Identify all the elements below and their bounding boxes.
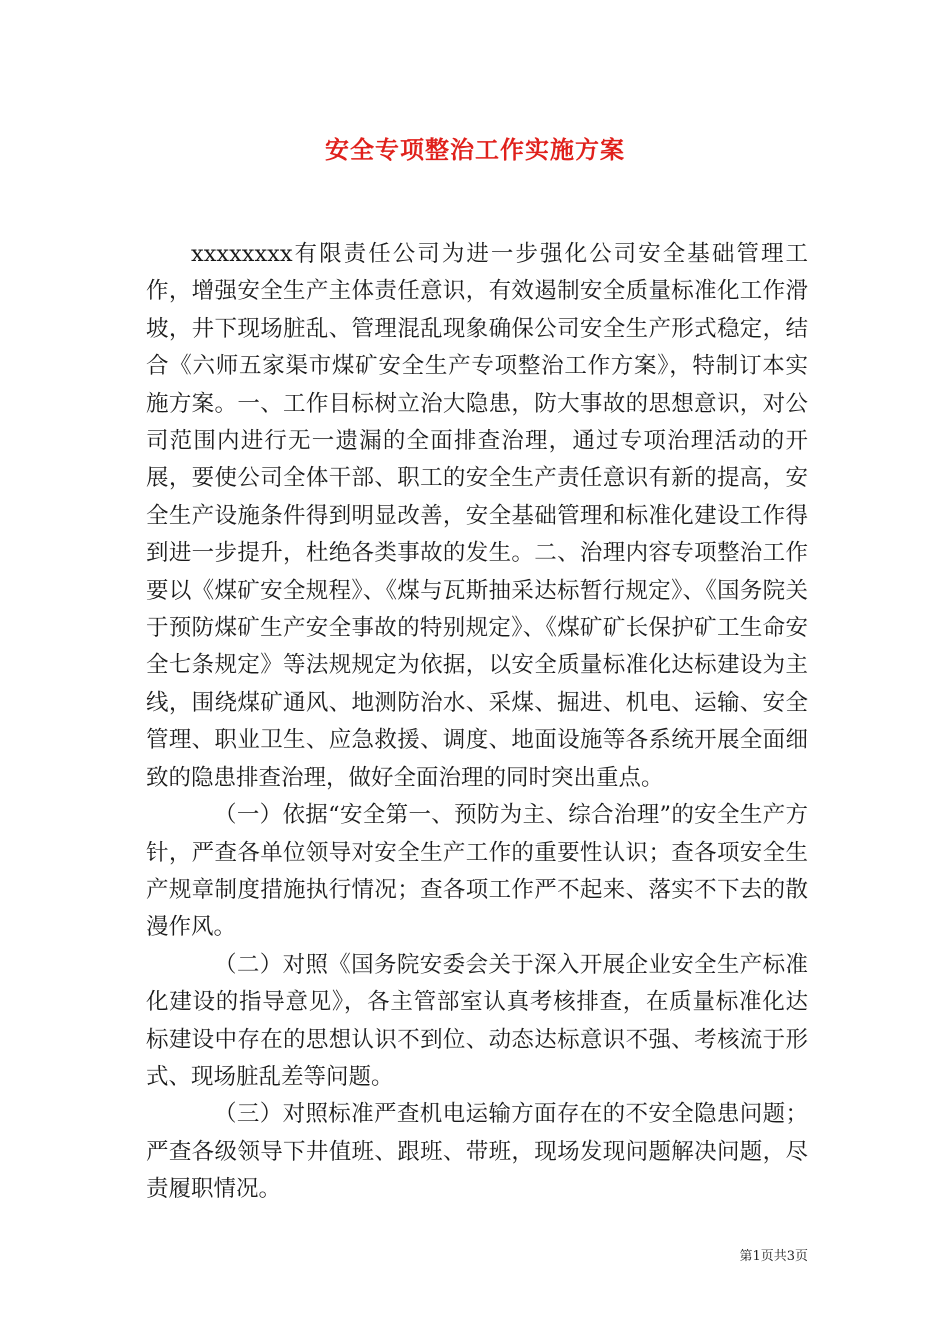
paragraph-item-2: （二）对照《国务院安委会关于深入开展企业安全生产标准化建设的指导意见》，各主管部室认真考核排查，在质量标准化达标建设中存在的思想认识不到位、动态达标意识不强、考核流于形式、现场脏乱差等问题。 (146, 951, 808, 1090)
document-title: 安全专项整治工作实施方案 (325, 135, 625, 164)
paragraph-item-3: （三）对照标准严查机电运输方面存在的不安全隐患问题；严查各级领导下井值班、跟班、带班，现场发现问题解决问题，尽责履职情况。 (146, 1101, 808, 1203)
document-body (146, 236, 808, 1209)
paragraph-intro: xxxxxxxx有限责任公司为进一步强化公司安全基础管理工作，增强安全生产主体责任意识，有效遏制安全质量标准化工作滑坡，井下现场脏乱、管理混乱现象确保公司安全生产形式稳定，结合《六师五家渠市煤矿安全生产专项整治工作方案》，特制订本实施方案。一、工作目标树立治大隐患，防大事故的思想意识，对公司范围内进行无一遗漏的全面排查治理，通过专项治理活动的开展，要使公司全体干部、职工的安全生产责任意识有新的提高，安全生产设施条件得到明显改善，安全基础管理和标准化建设工作得到进一步提升，杜绝各类事故的发生。二、治理内容专项整治工作要以《煤矿安全规程》、《煤与瓦斯抽采达标暂行规定》、《国务院关于预防煤矿生产安全事故的特别规定》、《煤矿矿长保护矿工生命安全七条规定》等法规规定为依据，以安全质量标准化达标建设为主线，围绕煤矿通风、地测防治水、采煤、掘进、机电、运输、安全管理、职业卫生、应急救援、调度、地面设施等各系统开展全面细致的隐患排查治理，做好全面治理的同时突出重点。 (146, 241, 808, 791)
paragraph-item-1: （一）依据“安全第一、预防为主、综合治理”的安全生产方针，严查各单位领导对安全生产工作的重要性认识；查各项安全生产规章制度措施执行情况；查各项工作严不起来、落实不下去的散漫作风。 (146, 802, 808, 941)
page-number: 第1页共3页 (739, 1249, 808, 1264)
